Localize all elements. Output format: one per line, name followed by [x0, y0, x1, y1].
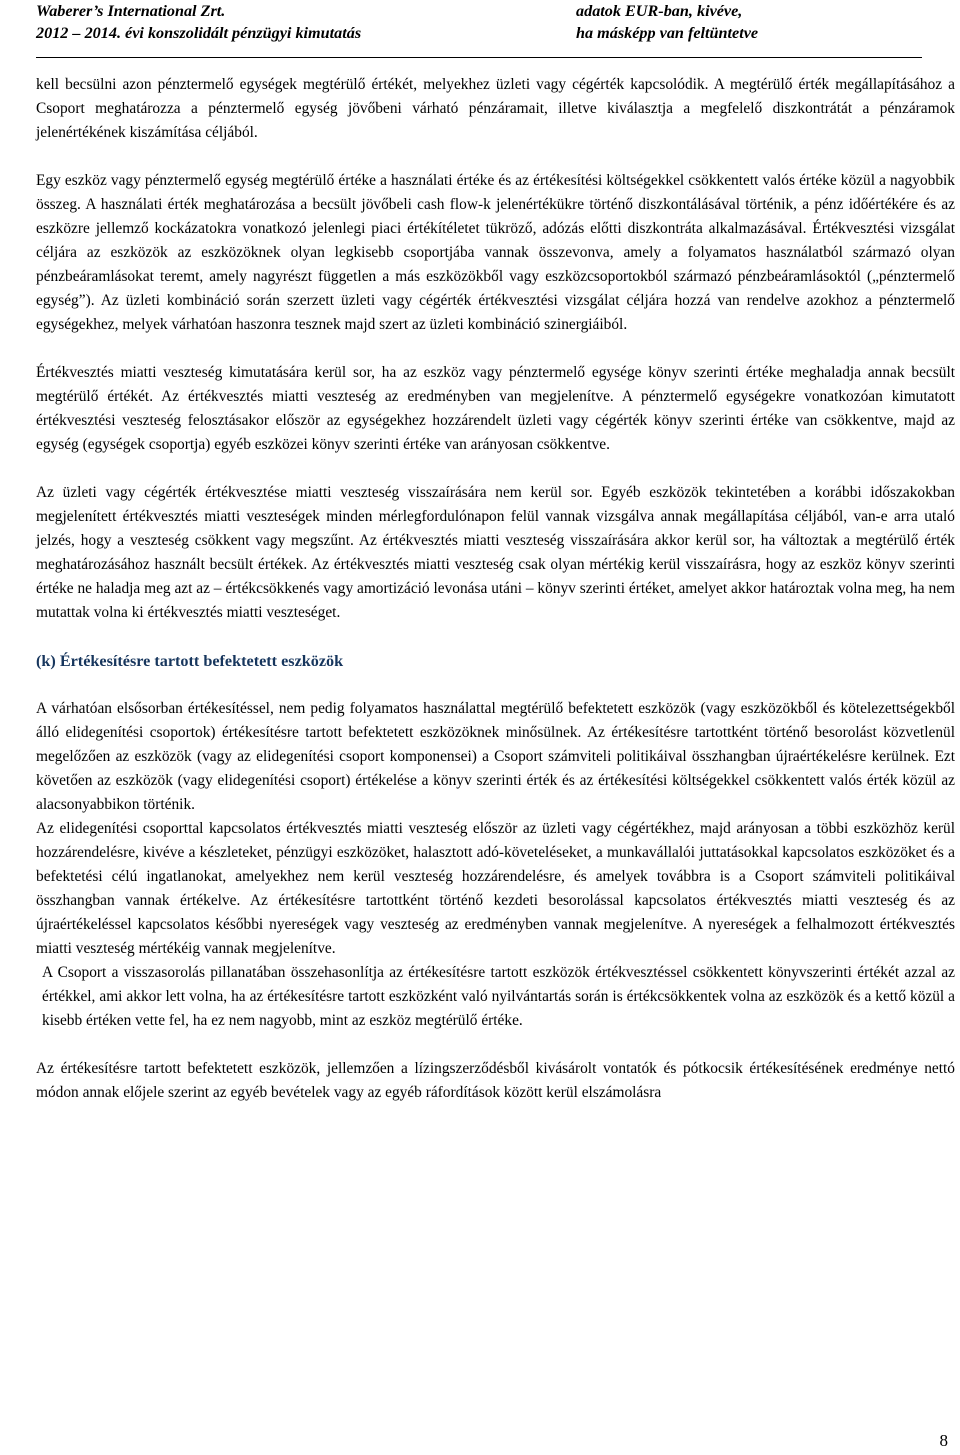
paragraph-impairment-reversal: Az üzleti vagy cégérték értékvesztése miatti veszteség visszaírására nem kerül sor. Egyéb eszközök tekintetében a korábbi időszakokban megjelenített értékvesztés miatti veszteségek minden mérlegfordulónapon felül vannak vizsgálva annak megállapítása céljából, van-e arra utaló jelzés, hogy a veszteség csökkent vagy megszűnt. Az értékvesztés miatti veszteség visszaírására akkor kerül sor, ha változtak a megtérülő érték meghatározásához használt becsült értékek. Az értékvesztés miatti veszteség csak olyan mértékig kerül visszaírásra, hogy az eszköz könyv szerinti értéke ne haladja meg azt az – értékcsökkenés vagy amortizáció levonása utáni – könyv szerinti értéket, amelyet akkor határoztak volna meg, ha nem mutattak volna ki értékvesztés miatti veszteséget. [36, 484, 955, 621]
currency-note: adatok EUR-ban, kivéve, [576, 2, 743, 20]
paragraph-impairment-loss-recognition: Értékvesztés miatti veszteség kimutatására kerül sor, ha az eszköz vagy pénztermelő egysége könyv szerinti értéke meghaladja annak becsült megtérülő értékét. Az értékvesztés miatti veszteség az eredményben van megjelenítve. A pénztermelő egységekre vonatkozóan kimutatott értékvesztési veszteség felosztásakor először az egységekhez hozzárendelt üzleti vagy cégérték könyv szerinti értéke van csökkentve, majd az egység (egységek csoportja) egyéb eszközei könyv szerinti értéke van arányosan csökkentve. [36, 364, 955, 453]
paragraph-disposal-group-impairment: Az elidegenítési csoporttal kapcsolatos értékvesztés miatti veszteség először az üzleti vagy cégértékhez, majd arányosan a többi eszközhöz kerül hozzárendelésre, kivéve a készleteket, pénzügyi eszközöket, halasztott adó-követeléseket, a munkavállalói juttatásokkal kapcsolatos eszközöket és a befektetési célú ingatlanokat, amelyekhez nem kerül veszteség hozzárendelésre, és amelyek továbbra is a Csoport számviteli politikáival összhangban vannak értékelve. Az értékesítésre tartottként történő kezdeti besorolással kapcsolatos értékvesztés miatti veszteség és az újraértékeléssel kapcsolatos későbbi nyereségek vagy veszteség az eredményben vannak megjelenítve. A nyereségek a felhalmozott értékvesztés miatti veszteség mértékéig vannak megjelenítve. [36, 820, 955, 957]
page-number: 8 [939, 1431, 948, 1450]
company-name: Waberer’s International Zrt. [36, 2, 226, 20]
section-heading-held-for-sale: (k) Értékesítésre tartott befektetett eszközök [36, 652, 344, 670]
page-header [0, 0, 960, 58]
document-body [36, 73, 955, 1105]
header-divider [36, 57, 922, 58]
report-title: 2012 – 2014. évi konszolidált pénzügyi kimutatás [36, 24, 362, 42]
paragraph-held-for-sale-classification: A várhatóan elsősorban értékesítéssel, nem pedig folyamatos használattal megtérülő befektetett eszközök (vagy eszközökből és kötelezettségekből álló elidegenítési csoportok) értékesítésre tartott befektetett eszközöknek minősülnek. Az értékesítésre tartottként történő besorolást közvetlenül megelőzően az eszközök (vagy az elidegenítési csoport komponensei) a Csoport számviteli politikáival összhangban újraértékelésre kerülnek. Ezt követően az eszközök (vagy elidegenítési csoport) értékelése a könyv szerinti érték és az értékesítési költségekkel csökkentett valós érték közül az alacsonyabbikon történik. [36, 700, 955, 813]
currency-note-continued: ha másképp van feltüntetve [576, 24, 759, 42]
paragraph-recoverable-amount-definition: Egy eszköz vagy pénztermelő egység megtérülő értéke a használati értéke és az értékesítési költségekkel csökkentett valós értéke közül a nagyobbik összeg. A használati érték meghatározása a becsült jövőbeli cash flow-k jelenértékükre történő diszkontálásával történik, a pénz időértékére és az eszközre jellemző kockázatokra vonatkozó jelenlegi piaci értékítéletet tükröző, adózás előtti diszkontráta alkalmazásával. Értékvesztési vizsgálat céljára az eszközök az eszközöknek olyan legkisebb csoportjába vannak összevonva, amely a folyamatos használatból származó olyan pénzbeáramlásokat teremt, amely nagyrészt független a más eszközökből vagy eszközcsoportokból származó pénzbeáramlásoktól („pénztermelő egység”). Az üzleti kombináció során szerzett üzleti vagy cégérték értékvesztési vizsgálat céljára hozzá van rendelve azokhoz a pénztermelő egységekhez, melyek várhatóan haszonra tesznek majd szert az üzleti kombináció szinergiáiból. [36, 172, 955, 333]
paragraph-sale-result: Az értékesítésre tartott befektetett eszközök, jellemzően a lízingszerződésből kivásárolt vontatók és pótkocsik értékesítésének eredménye nettó módon annak előjele szerint az egyéb bevételek vagy az egyéb ráfordítások között kerül elszámolásra [36, 1060, 955, 1101]
paragraph-recoverable-amount-intro: kell becsülni azon pénztermelő egységek megtérülő értékét, melyekhez üzleti vagy cégérték kapcsolódik. A megtérülő érték megállapításához a Csoport meghatározza a pénztermelő egység jövőbeni várható pénzáramait, illetve kiválasztja a megfelelő diszkontrátát a pénzáramok jelenértékének kiszámítása céljából. [36, 76, 955, 141]
paragraph-reclassification: A Csoport a visszasorolás pillanatában összehasonlítja az értékesítésre tartott eszközök értékvesztéssel csökkentett könyvszerinti értékét azzal az értékkel, ami akkor lett volna, ha az értékesítésre tartott eszközként való nyilvántartás során is értékcsökkentek volna az eszközök és a kettő közül a kisebb értéken vette fel, ha ez nem nagyobb, mint az eszköz megtérülő értéke. [42, 964, 955, 1029]
